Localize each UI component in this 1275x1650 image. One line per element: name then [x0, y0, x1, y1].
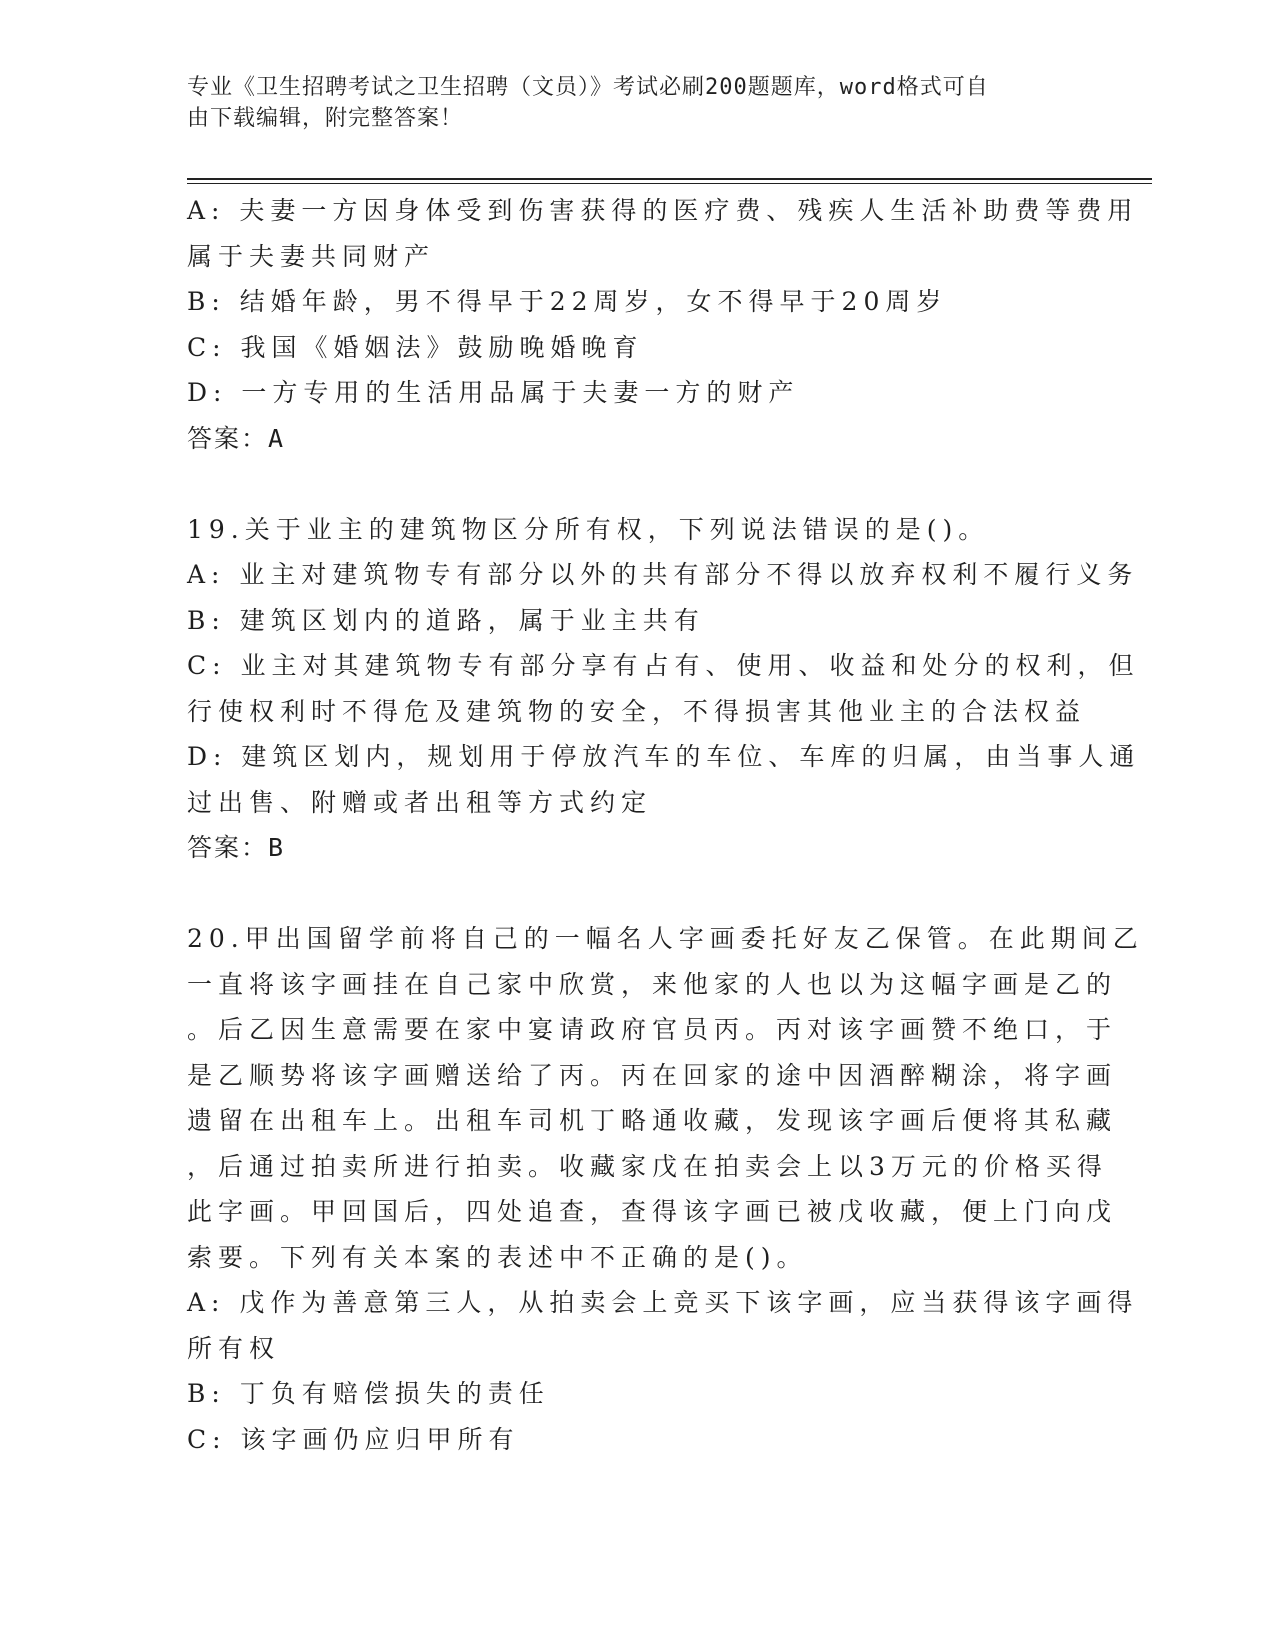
- option-a-line-1: A: 戊作为善意第三人，从拍卖会上竞买下该字画，应当获得该字画得: [187, 1288, 1139, 1317]
- option-b: B: 建筑区划内的道路，属于业主共有: [187, 605, 705, 635]
- question-19: [187, 507, 1141, 871]
- option-c: C: 该字画仍应归甲所有: [187, 1424, 520, 1454]
- question-stem-line: 一直将该字画挂在自己家中欣赏，来他家的人也以为这幅字画是乙的: [187, 969, 1118, 999]
- header-line-2: 由下载编辑，附完整答案！: [187, 106, 464, 131]
- question-stem-line: 遗留在出租车上。出租车司机丁略通收藏，发现该字画后便将其私藏: [187, 1106, 1118, 1135]
- option-a: A: 业主对建筑物专有部分以外的共有部分不得以放弃权利不履行义务: [187, 560, 1139, 589]
- option-d-line-1: D: 建筑区划内，规划用于停放汽车的车位、车库的归属，由当事人通: [187, 742, 1141, 771]
- question-18: [187, 188, 1139, 461]
- question-20: [187, 916, 1144, 1462]
- option-a-line-1: A: 夫妻一方因身体受到伤害获得的医疗费、残疾人生活补助费等费用: [187, 196, 1139, 225]
- question-stem: 19.关于业主的建筑物区分所有权，下列说法错误的是()。: [187, 514, 990, 544]
- option-d: D: 一方专用的生活用品属于夫妻一方的财产: [187, 378, 800, 407]
- document-body: [187, 188, 1144, 1462]
- option-a-line-2: 属于夫妻共同财产: [187, 241, 436, 271]
- spacer: [187, 871, 1067, 917]
- spacer: [187, 461, 1067, 507]
- answer: 答案：B: [187, 833, 286, 862]
- question-stem-line: 此字画。甲回国后，四处追查，查得该字画已被戊收藏，便上门向戊: [187, 1197, 1118, 1226]
- header-rule-thick: [187, 178, 1152, 180]
- option-c: C: 我国《婚姻法》鼓励晚婚晚育: [187, 332, 644, 362]
- question-stem-line: 是乙顺势将该字画赠送给了丙。丙在回家的途中因酒醉糊涂，将字画: [187, 1060, 1118, 1090]
- document-header: [187, 72, 1067, 134]
- header-rule-thin: [187, 183, 1152, 184]
- question-stem-line: 索要。下列有关本案的表述中不正确的是()。: [187, 1242, 808, 1272]
- option-c-line-1: C: 业主对其建筑物专有部分享有占有、使用、收益和处分的权利，但: [187, 651, 1140, 680]
- question-stem-line: ，后通过拍卖所进行拍卖。收藏家戊在拍卖会上以3万元的价格买得: [187, 1151, 1108, 1181]
- question-stem-line: 20.甲出国留学前将自己的一幅名人字画委托好友乙保管。在此期间乙: [187, 924, 1144, 953]
- option-b: B: 丁负有赔偿损失的责任: [187, 1379, 550, 1408]
- answer: 答案：A: [187, 423, 286, 453]
- option-a-line-2: 所有权: [187, 1333, 281, 1363]
- header-line-1: 专业《卫生招聘考试之卫生招聘（文员）》考试必刷200题题库，word格式可自: [187, 75, 989, 100]
- option-d-line-2: 过出售、附赠或者出租等方式约定: [187, 787, 653, 817]
- option-c-line-2: 行使权利时不得危及建筑物的安全，不得损害其他业主的合法权益: [187, 696, 1087, 726]
- option-b: B: 结婚年龄，男不得早于22周岁，女不得早于20周岁: [187, 287, 948, 316]
- question-stem-line: 。后乙因生意需要在家中宴请政府官员丙。丙对该字画赞不绝口，于: [187, 1015, 1118, 1044]
